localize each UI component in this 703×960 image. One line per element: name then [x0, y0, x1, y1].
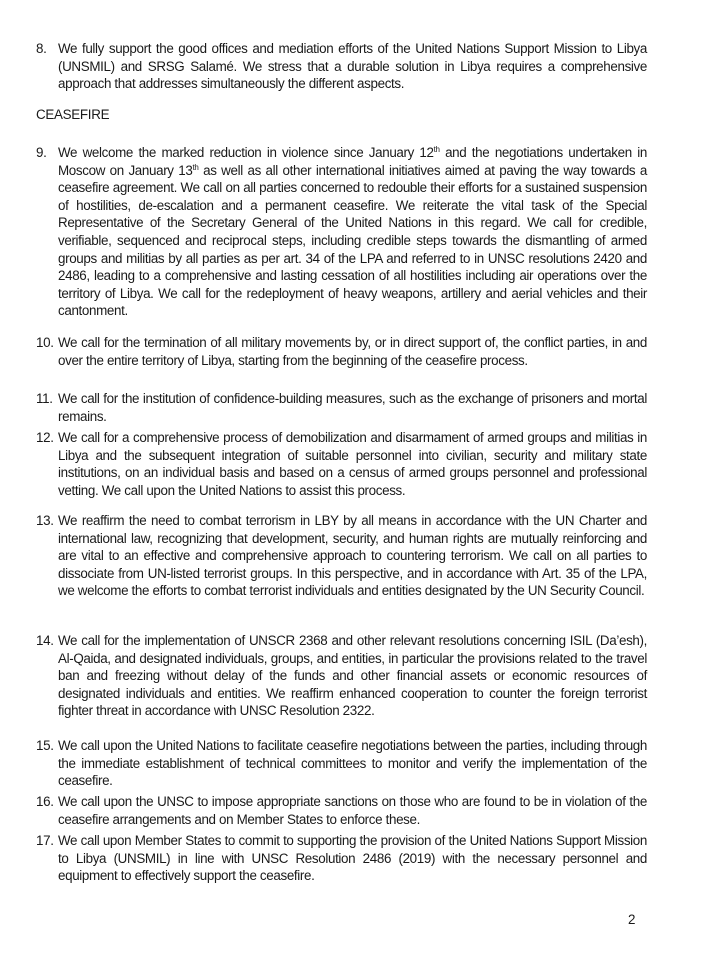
- paragraph-15: [36, 737, 647, 790]
- paragraph-number: 17.: [36, 833, 54, 848]
- text-segment: We welcome the marked reduction in violence since January 12: [58, 145, 434, 160]
- paragraph-text: We call for the implementation of UNSCR 2368 and other relevant resolutions concerning ISIL (Da’esh), Al-Qaida, and designated individuals, groups, and entities, in particular the provisions related to the travel ban and freezing without delay of the funds and other financial assets or economic resources of designated individuals and entities. We reaffirm enhanced cooperation to counter the foreign terrorist fighter threat in accordance with UNSC Resolution 2322.: [58, 633, 647, 719]
- paragraph-10: [36, 334, 647, 369]
- paragraph-17: [36, 832, 647, 885]
- paragraph-12: [36, 429, 647, 499]
- paragraph-text: We call for a comprehensive process of demobilization and disarmament of armed groups and militias in Libya and the subsequent integration of suitable personnel into civilian, security and military state institutions, on an individual basis and based on a census of armed groups personnel and professional vetting. We call upon the United Nations to assist this process.: [58, 430, 647, 498]
- page-number: 2: [628, 912, 636, 927]
- paragraph-number: 9.: [36, 145, 47, 160]
- text-segment: and the negotiations undertaken in Moscow on January 13: [58, 145, 647, 178]
- paragraph-text: We fully support the good offices and mediation efforts of the United Nations Support Mission to Libya (UNSMIL) and SRSG Salamé. We stress that a durable solution in Libya requires a comprehensive approach that addresses simultaneously the different aspects.: [58, 41, 647, 92]
- paragraph-text: We call upon the United Nations to facilitate ceasefire negotiations between the parties, including through the immediate establishment of technical committees to monitor and verify the implementation of the ceasefire.: [58, 738, 647, 789]
- section-heading: CEASEFIRE: [36, 107, 110, 122]
- paragraph-11: [36, 390, 647, 425]
- paragraph-number: 16.: [36, 794, 54, 809]
- ordinal-superscript: th: [192, 162, 199, 172]
- paragraph-number: 13.: [36, 513, 54, 528]
- paragraph-number: 10.: [36, 335, 54, 350]
- ordinal-superscript: th: [433, 145, 440, 154]
- paragraph-number: 11.: [36, 391, 53, 406]
- paragraph-number: 15.: [36, 738, 54, 753]
- paragraph-13: [36, 512, 647, 600]
- paragraph-14: [36, 632, 647, 720]
- paragraph-text: We call for the termination of all military movements by, or in direct support of, the conflict parties, in and over the entire territory of Libya, starting from the beginning of the ceasefire process.: [58, 335, 647, 368]
- paragraph-8: [36, 40, 647, 93]
- paragraph-number: 12.: [36, 430, 54, 445]
- paragraph-number: 8.: [36, 41, 47, 56]
- paragraph-text: We call upon Member States to commit to supporting the provision of the United Nations Support Mission to Libya (UNSMIL) in line with UNSC Resolution 2486 (2019) with the necessary personnel and equipment to effectively support the ceasefire.: [58, 833, 647, 884]
- paragraph-text: We reaffirm the need to combat terrorism in LBY by all means in accordance with the UN Charter and international law, recognizing that development, security, and human rights are mutually reinforcing and are vital to an effective and comprehensive approach to countering terrorism. We call on all parties to dissociate from UN-listed terrorist groups. In this perspective, and in accordance with Art. 35 of the LPA, we welcome the efforts to combat terrorist individuals and entities designated by the UN Security Council.: [58, 513, 647, 599]
- paragraph-16: [36, 793, 647, 828]
- paragraph-text: We call for the institution of confidence-building measures, such as the exchange of prisoners and mortal remains.: [58, 391, 647, 424]
- text-segment: as well as all other international initiatives aimed at paving the way towards a ceasefire agreement. We call on all parties concerned to redouble their efforts for a sustained suspension of hostilities, de-escalation and a permanent ceasefire. We reiterate the vital task of the Special Representative of the Secretary General of the United Nations in this regard. We call for credible, verifiable, sequenced and reciprocal steps, including credible steps towards the dismantling of armed groups and militias by all parties as per art. 34 of the LPA and referred to in UNSC resolutions 2420 and 2486, leading to a comprehensive and lasting cessation of all hostilities including air operations over the territory of Libya. We call for the redeployment of heavy weapons, artillery and aerial vehicles and their cantonment.: [58, 162, 647, 319]
- paragraph-9: [36, 144, 647, 320]
- paragraph-text: [58, 144, 647, 320]
- paragraph-number: 14.: [36, 633, 54, 648]
- paragraph-text: We call upon the UNSC to impose appropriate sanctions on those who are found to be in violation of the ceasefire arrangements and on Member States to enforce these.: [58, 794, 647, 827]
